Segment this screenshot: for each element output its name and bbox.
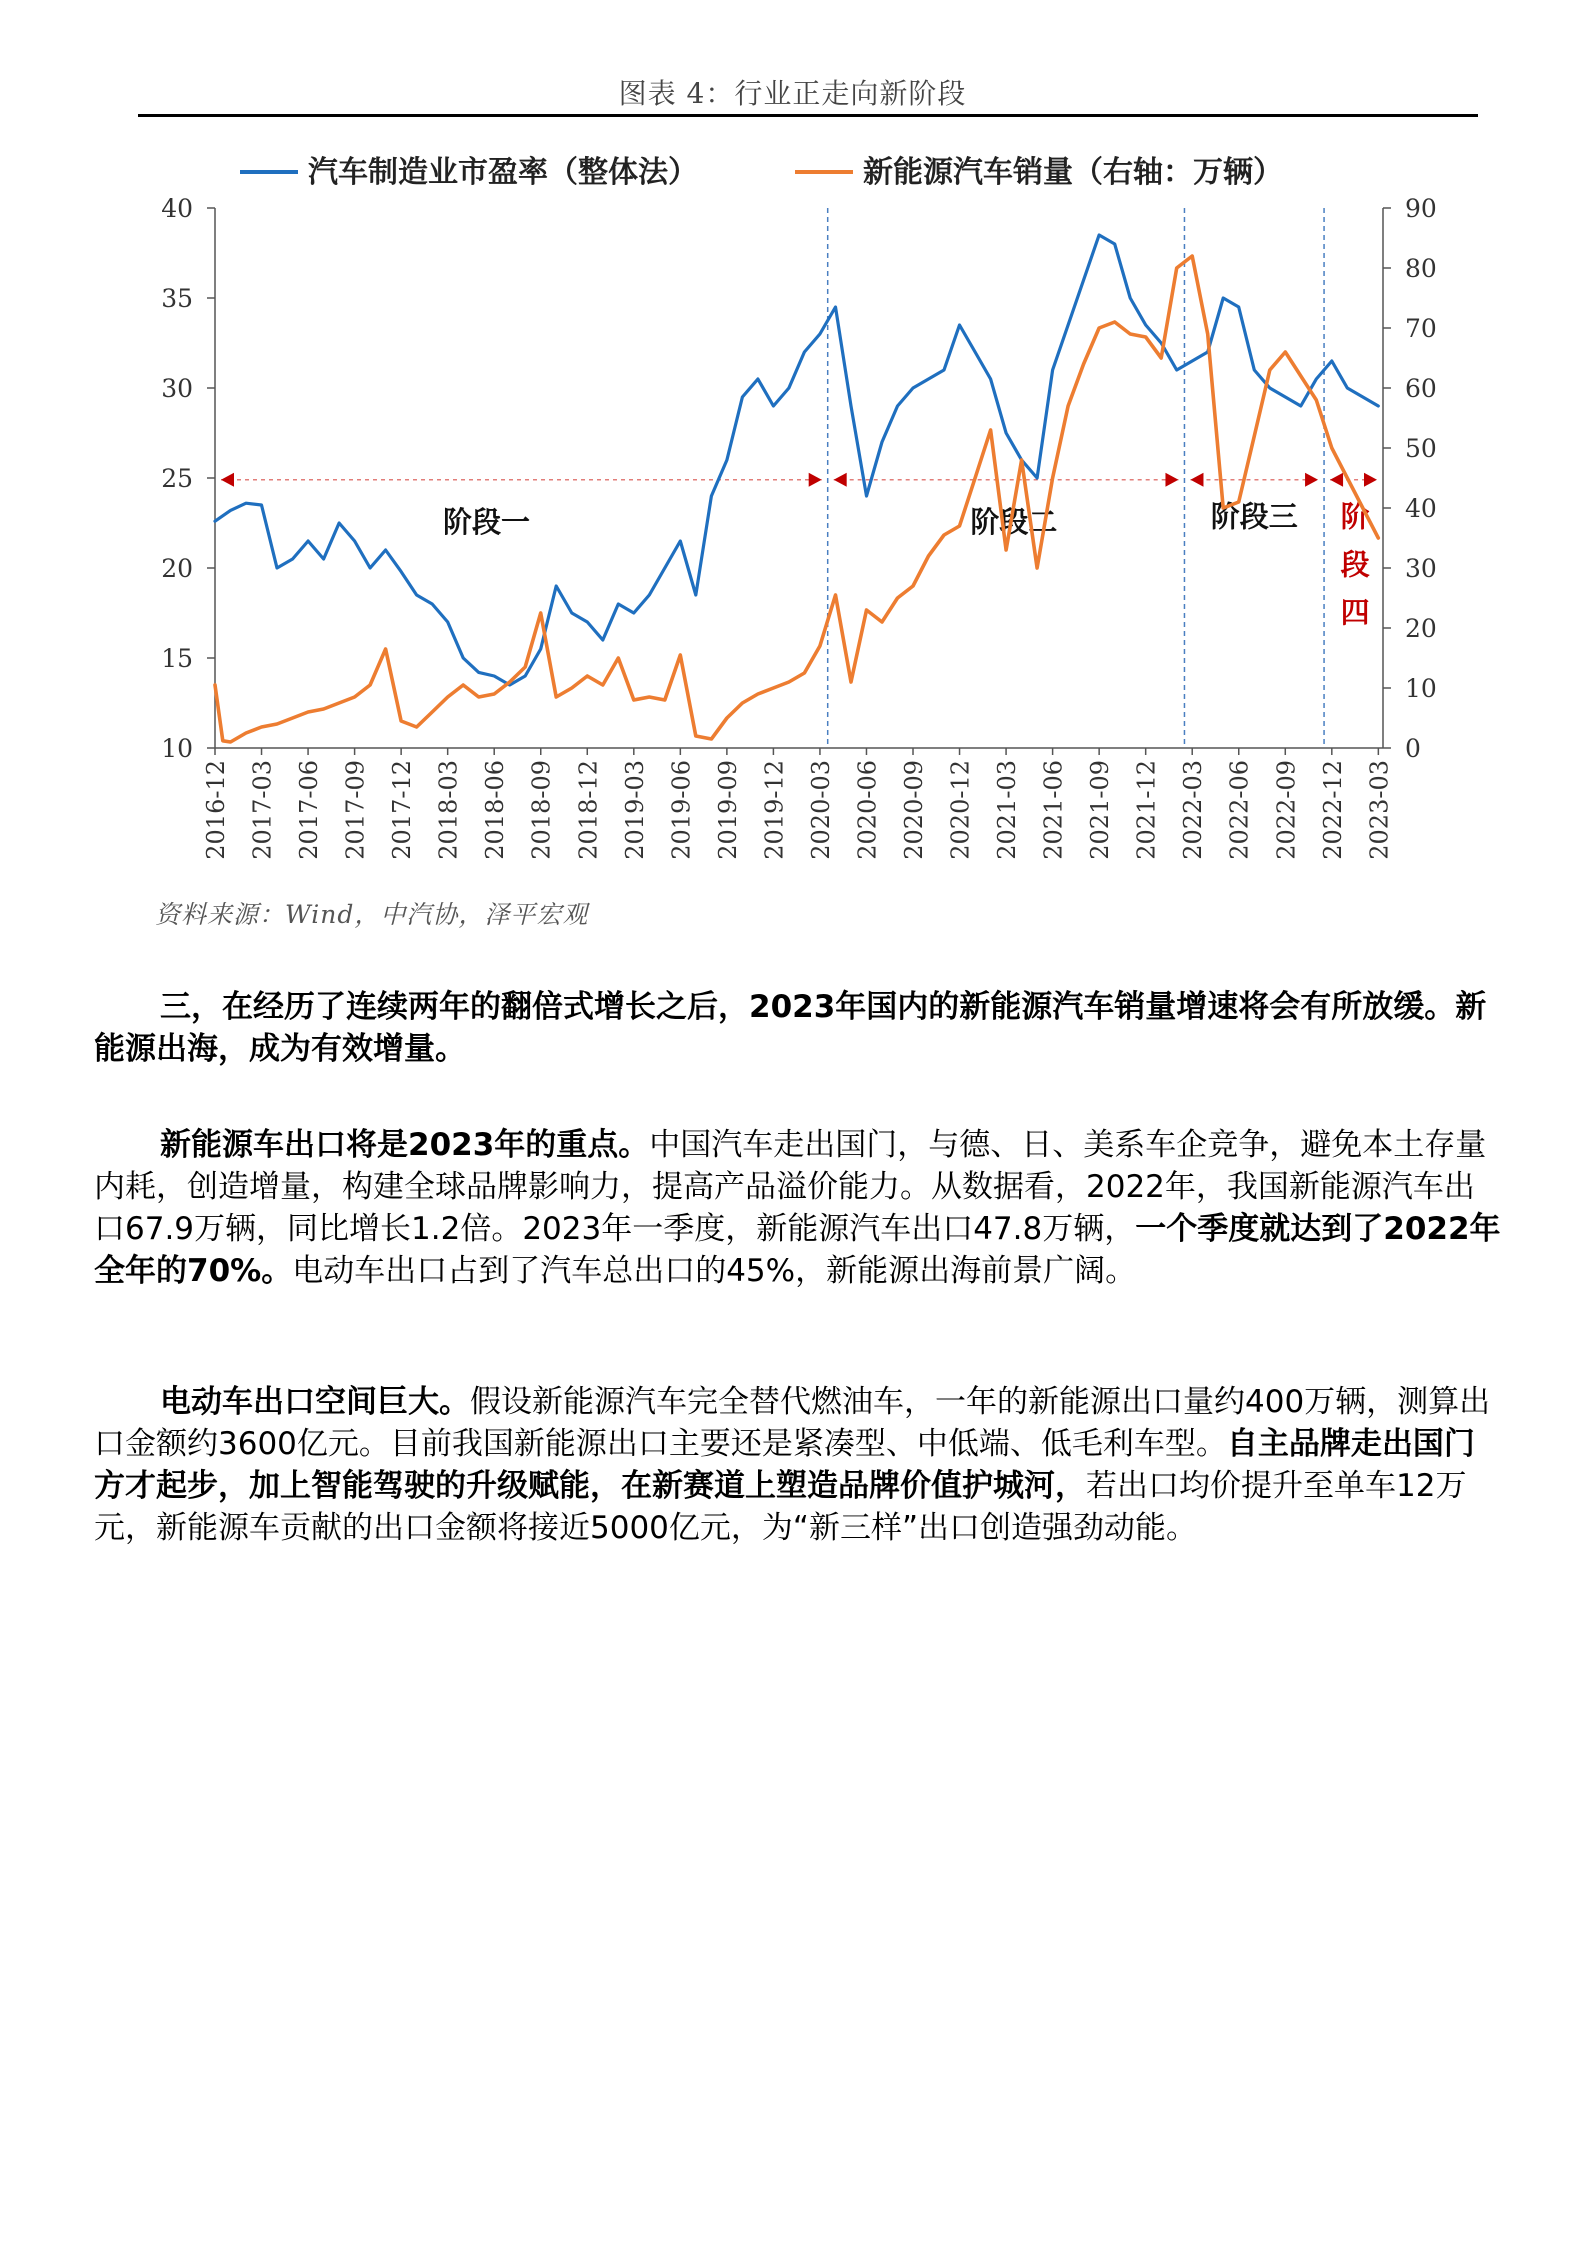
x-tick-label: 2022-12 xyxy=(1318,760,1347,860)
x-tick-label: 2018-06 xyxy=(481,760,510,860)
x-tick-label: 2021-03 xyxy=(993,760,1022,860)
stage-annotations xyxy=(221,208,1377,748)
legend-label-nev: 新能源汽车销量（右轴：万辆） xyxy=(863,155,1283,190)
pe-vs-nev-sales-chart xyxy=(0,0,1585,900)
stage-label-4-char: 段 xyxy=(1340,547,1370,582)
chart-legend xyxy=(240,155,1283,190)
p3-bold-2: 自主品牌走出国门方才起步，加上智能驾驶的升级赋能，在新赛道上塑造品牌价值护城河， xyxy=(94,1426,1475,1504)
left-tick-label: 35 xyxy=(161,284,193,313)
x-tick-label: 2019-12 xyxy=(760,760,789,860)
x-tick-label: 2023-03 xyxy=(1365,760,1394,860)
x-tick-label: 2020-06 xyxy=(853,760,882,860)
x-tick-label: 2019-09 xyxy=(713,760,742,860)
stage-arrow-right-head xyxy=(1305,473,1318,487)
stage-arrow-left-head xyxy=(1190,473,1203,487)
pe-ratio-line xyxy=(215,235,1378,685)
stage-arrow-left-head xyxy=(221,473,234,487)
stage-arrow-right-head xyxy=(1165,473,1178,487)
right-tick-label: 60 xyxy=(1405,374,1437,403)
p3-bold-1: 电动车出口空间巨大。 xyxy=(160,1384,470,1420)
p3-text-2: 若出口均价提升至单车12万元，新能源车贡献的出口金额将接近5000亿元，为“新三样”出口创造强劲动能。 xyxy=(94,1468,1467,1546)
p2-bold-1: 新能源车出口将是2023年的重点。 xyxy=(160,1127,650,1163)
right-tick-label: 90 xyxy=(1405,194,1437,223)
paragraph-export-focus xyxy=(94,1124,1504,1292)
x-tick-label: 2020-12 xyxy=(946,759,975,860)
x-tick-label: 2022-09 xyxy=(1272,760,1301,860)
x-tick-label: 2017-03 xyxy=(248,760,277,860)
p2-bold-2: 一个季度就达到了2022年全年的70%。 xyxy=(94,1211,1501,1289)
x-tick-label: 2020-03 xyxy=(806,760,835,860)
stage-label-3: 阶段三 xyxy=(1210,499,1298,534)
x-tick-label: 2021-09 xyxy=(1086,760,1115,860)
right-tick-label: 50 xyxy=(1405,434,1437,463)
x-tick-label: 2018-09 xyxy=(527,760,556,860)
stage-label-1: 阶段一 xyxy=(442,505,530,539)
x-tick-label: 2016-12 xyxy=(202,760,230,860)
stage-arrow-left-head xyxy=(1330,473,1343,487)
stage-label-2: 阶段二 xyxy=(970,505,1058,539)
x-tick-label: 2017-12 xyxy=(388,760,417,860)
paragraph-export-space xyxy=(94,1381,1504,1549)
right-tick-label: 30 xyxy=(1405,554,1437,583)
stage-arrow-right-head xyxy=(1364,473,1377,487)
left-tick-label: 40 xyxy=(161,194,193,223)
figure-source: 资料来源：Wind，中汽协，泽平宏观 xyxy=(155,900,589,929)
paragraph-heading: 三，在经历了连续两年的翻倍式增长之后，2023年国内的新能源汽车销量增速将会有所放缓。新能源出海，成为有效增量。 xyxy=(94,989,1487,1067)
left-tick-label: 30 xyxy=(161,374,193,403)
left-tick-label: 15 xyxy=(161,644,193,673)
right-tick-label: 10 xyxy=(1405,674,1437,703)
x-tick-label: 2017-06 xyxy=(295,760,324,860)
x-tick-label: 2019-06 xyxy=(667,760,696,860)
p2-text-2: 电动车出口占到了汽车总出口的45%，新能源出海前景广阔。 xyxy=(292,1253,1137,1289)
right-tick-label: 80 xyxy=(1405,254,1437,283)
x-tick-label: 2017-09 xyxy=(341,760,370,860)
p3-text-1: 假设新能源汽车完全替代燃油车，一年的新能源出口量约400万辆，测算出口金额约3600亿元。目前我国新能源出口主要还是紧凑型、中低端、低毛利车型。 xyxy=(94,1384,1491,1462)
series-layer xyxy=(215,235,1378,742)
x-tick-label: 2021-12 xyxy=(1132,760,1161,860)
figure-caption: 图表 4：行业正走向新阶段 xyxy=(618,77,967,110)
stage-arrow-right-head xyxy=(809,473,822,487)
p2-text-1: 中国汽车走出国门，与德、日、美系车企竞争，避免本土存量内耗，创造增量，构建全球品牌影响力，提高产品溢价能力。从数据看，2022年，我国新能源汽车出口67.9万辆，同比增长1.2倍。2023年一季度，新能源汽车出口47.8万辆， xyxy=(94,1127,1487,1247)
right-tick-label: 70 xyxy=(1405,314,1437,343)
legend-label-pe: 汽车制造业市盈率（整体法） xyxy=(308,155,698,190)
left-tick-label: 25 xyxy=(161,464,193,493)
x-tick-label: 2018-12 xyxy=(574,760,603,860)
right-tick-label: 40 xyxy=(1405,494,1437,523)
right-tick-label: 20 xyxy=(1405,614,1437,643)
right-tick-label: 0 xyxy=(1405,734,1421,763)
nev-sales-line xyxy=(215,256,1378,742)
x-tick-label: 2020-09 xyxy=(900,760,929,860)
stage-arrow-left-head xyxy=(834,473,847,487)
x-tick-label: 2022-03 xyxy=(1179,760,1208,860)
x-tick-label: 2021-06 xyxy=(1039,760,1068,860)
left-tick-label: 10 xyxy=(161,734,193,763)
left-tick-label: 20 xyxy=(161,554,193,583)
x-tick-label: 2022-06 xyxy=(1225,760,1254,860)
x-tick-label: 2019-03 xyxy=(620,760,649,860)
stage-label-4-char: 四 xyxy=(1340,595,1370,630)
stage-label-4-char: 阶 xyxy=(1340,499,1370,534)
x-tick-label: 2018-03 xyxy=(434,760,463,860)
